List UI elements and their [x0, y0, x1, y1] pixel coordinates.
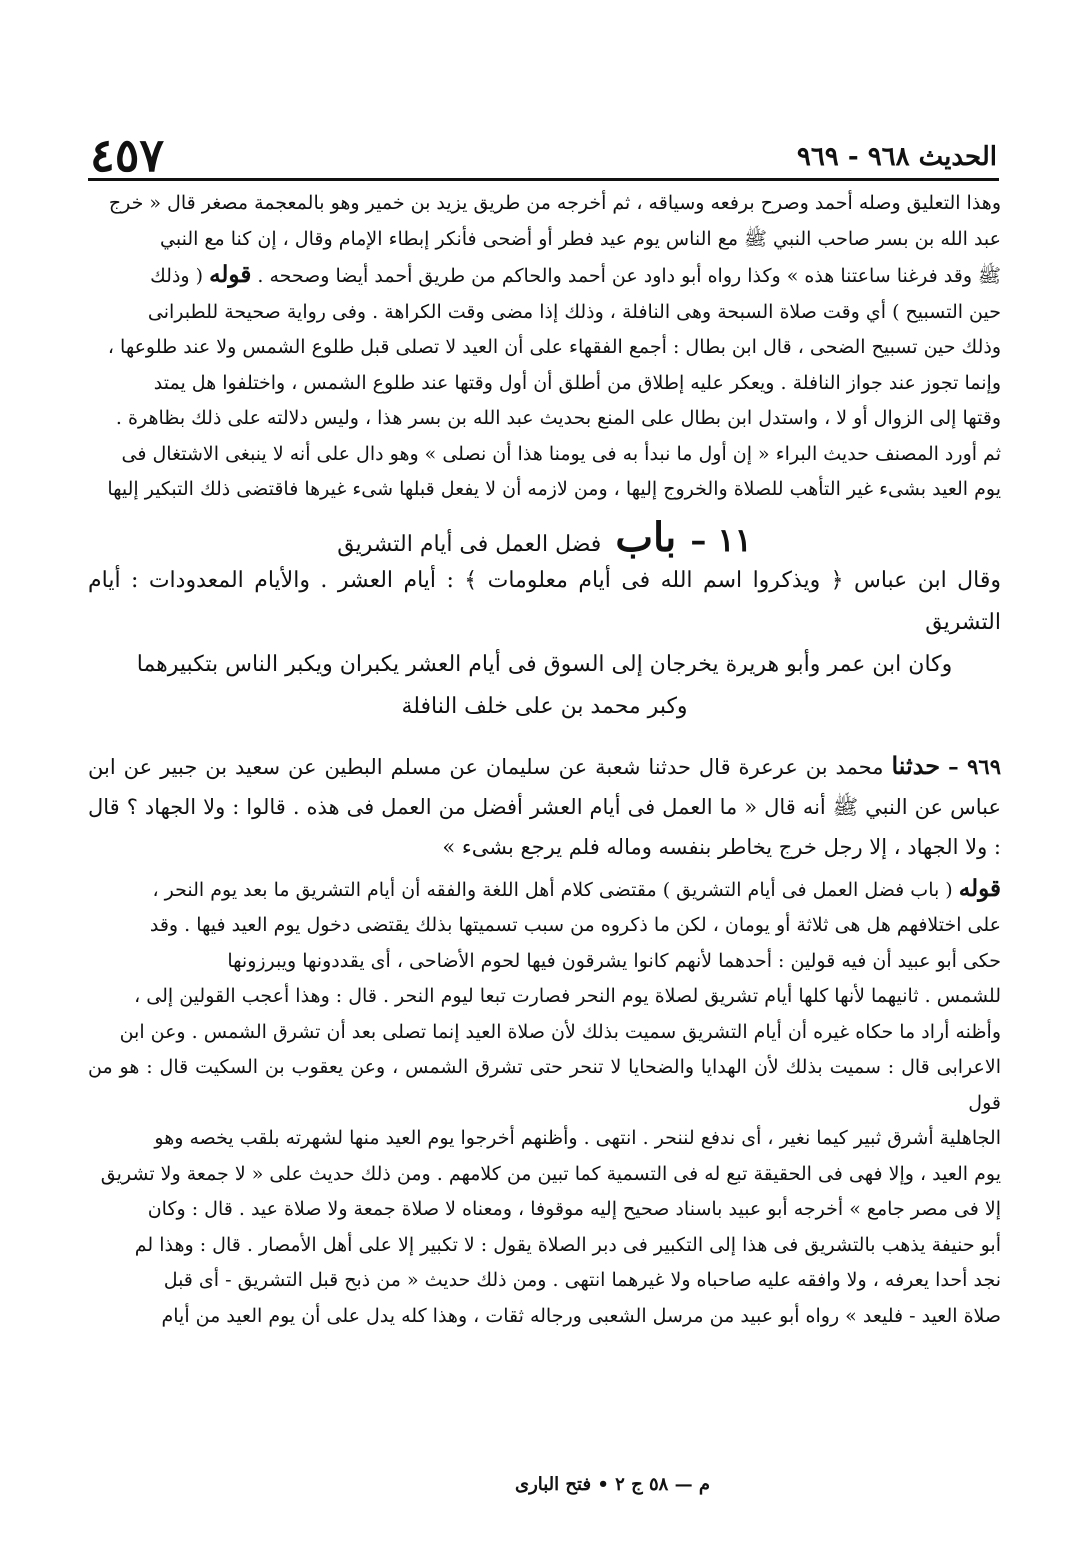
commentary-line-text: ( باب فضل العمل فى أيام التشريق ) مقتضى كلام أهل اللغة والفقه أن أيام التشريق ما بعد يوم النحر ،: [152, 878, 953, 901]
page-footer: م — ٥٨ ج ٢ • فتح البارى: [514, 1474, 710, 1495]
commentary-line: يوم العيد ، وإلا فهى فى الحقيقة تبع له فى التسمية كما تبين من كلامهم . ومن ذلك حديث على « لا جمعة ولا تشريق: [100, 1162, 1001, 1185]
commentary-line: إلا فى مصر جامع » أخرجه أبو عبيد باسناد صحيح إليه موقوفا ، ومعناه لا صلاة جمعة ولا صلاة عيد . قال : وكان: [147, 1198, 1001, 1220]
running-title: الحديث ٩٦٨ - ٩٦٩: [796, 142, 997, 172]
commentary-line: يوم العيد بشىء غير التأهب للصلاة والخروج إليها ، ومن لازمه أن لا يفعل قبلها شىء غيرها فاقتضى ذلك التبكير إليها: [107, 478, 1001, 500]
commentary-line: وهذا التعليق وصله أحمد وصرح برفعه وسياقه ، ثم أخرجه من طريق يزيد بن خمير وهو بالمعجمة مصغر قال « خرج: [108, 192, 1001, 214]
commentary-line: الجاهلية أشرق ثبير كيما نغير ، أى ندفع لننحر . انتهى . وأظنهم أخرجوا يوم العيد منها لشهرته بلقب يخصه وهو: [154, 1127, 1001, 1149]
chapter-text-line: وكبر محمد بن على خلف النافلة: [401, 693, 688, 719]
commentary-line: للشمس . ثانيهما لأنها كلها أيام تشريق لصلاة يوم النحر فصارت تبعا ليوم النحر . قال : وهذا أعجب القولين إلى ،: [134, 985, 1001, 1007]
chapter-number: ١١ –: [690, 520, 752, 559]
chapter-label: باب: [615, 513, 677, 561]
commentary-line: الاعرابى قال : سميت بذلك لأن الهدايا والضحايا لا تنحر حتى تشرق الشمس ، وعن يعقوب بن السكيت قال : هو من قول: [88, 1056, 1001, 1114]
commentary-line: عبد الله بن بسر صاحب النبي ﷺ مع الناس يوم عيد فطر أو أضحى فأنكر إبطاء الإمام وقال ، إن كنا مع النبي: [160, 227, 1001, 250]
hadith-body: محمد بن عرعرة قال حدثنا شعبة عن سليمان عن مسلم البطين عن سعيد بن جبير عن ابن عباس عن النبي ﷺ أنه قال « ما العمل فى أيام العشر أفضل من العمل فى هذه . قالوا : ولا الجهاد ؟ قال : ولا الجهاد ، إلا رجل خرج يخاطر بنفسه وماله فلم يرجع بشىء »: [88, 754, 1001, 859]
page-header: [90, 118, 997, 182]
commentary-line: صلاة العيد - فليعد » رواه أبو عبيد من مرسل الشعبى ورجاله ثقات ، وهذا كله يدل على أن يوم العيد من أيام: [161, 1304, 1001, 1327]
page-number: ٤٥٧: [90, 128, 165, 182]
hadith-opening: حدثنا: [891, 750, 941, 780]
page-body: [88, 186, 1001, 1334]
commentary-line: وقتها إلى الزوال أو لا ، واستدل ابن بطال على المنع بحديث عبد الله بن بسر هذا ، وليس دلالته على ذلك بظاهرة .: [115, 407, 1001, 429]
commentary-line: ثم أورد المصنف حديث البراء « إن أول ما نبدأ به فى يومنا هذا أن نصلى » وهو دال على أنه لا ينبغى الاشتغال فى: [121, 442, 1001, 465]
commentary-line: وإنما تجوز عند جواز النافلة . ويعكر عليه إطلاق من أطلق أن أول وقتها عند طلوع الشمس ، واختلفوا هل يمتد: [153, 371, 1001, 394]
qawluhu-label: قوله: [958, 874, 1001, 902]
chapter-title: فضل العمل فى أيام التشريق: [337, 531, 602, 557]
commentary-line-text: ﷺ وقد فرغنا ساعتنا هذه » وكذا رواه أبو داود عن أحمد والحاكم من طريق أحمد أيضا وصححه .: [257, 265, 1001, 287]
chapter-text-line: وقال ابن عباس ﴿ ويذكروا اسم الله فى أيام معلومات ﴾ : أيام العشر . والأيام المعدودات : أيام التشريق: [88, 567, 1001, 635]
qawluhu-tail: ( وذلك: [150, 265, 204, 287]
commentary-line: [88, 257, 1001, 295]
commentary-line: وذلك حين تسبيح الضحى ، قال ابن بطال : أجمع الفقهاء على أن العيد لا تصلى قبل طلوع الشمس ولا عند طلوعها ،: [107, 336, 1001, 358]
header-rule: [88, 178, 999, 181]
commentary-line: حين التسبيح ) أي وقت صلاة السبحة وهى النافلة ، وذلك إذا مضى وقت الكراهة . وفى رواية صحيحة للطبرانى: [147, 300, 1001, 323]
chapter-heading: [88, 514, 1001, 560]
commentary-line: على اختلافهم هل هى ثلاثة أو يومان ، لكن ما ذكروه من سبب تسميتها بذلك يقتضى دخول يوم العيد فيها . وقد: [149, 914, 1001, 936]
qawluhu-label: قوله: [209, 261, 252, 288]
hadith-text: [88, 746, 1001, 867]
hadith-number: ٩٦٩ –: [948, 753, 1001, 779]
commentary-line: [88, 871, 1001, 909]
commentary-line: حكى أبو عبيد أن فيه قولين : أحدهما لأنهم كانوا يشرقون فيها لحوم الأضاحى ، أى يقددونها ويبرزونها: [227, 949, 1001, 972]
commentary-line: نجد أحدا يعرفه ، ولا وافقه عليه صاحباه ولا غيرهما انتهى . ومن ذلك حديث « من ذبح قبل التشريق - أى قبل: [163, 1269, 1001, 1291]
chapter-text-line: وكان ابن عمر وأبو هريرة يخرجان إلى السوق فى أيام العشر يكبران ويكبر الناس بتكبيرهما: [136, 651, 953, 677]
commentary-line: وأظنه أراد ما حكاه غيره أن أيام التشريق سميت بذلك لأن صلاة العيد إنما تصلى بعد أن تشرق الشمس . وعن ابن: [119, 1020, 1001, 1043]
commentary-line: أبو حنيفة يذهب بالتشريق فى هذا إلى التكبير فى دبر الصلاة يقول : لا تكبير إلا على أهل الأمصار . قال : وهذا لم: [134, 1233, 1001, 1256]
